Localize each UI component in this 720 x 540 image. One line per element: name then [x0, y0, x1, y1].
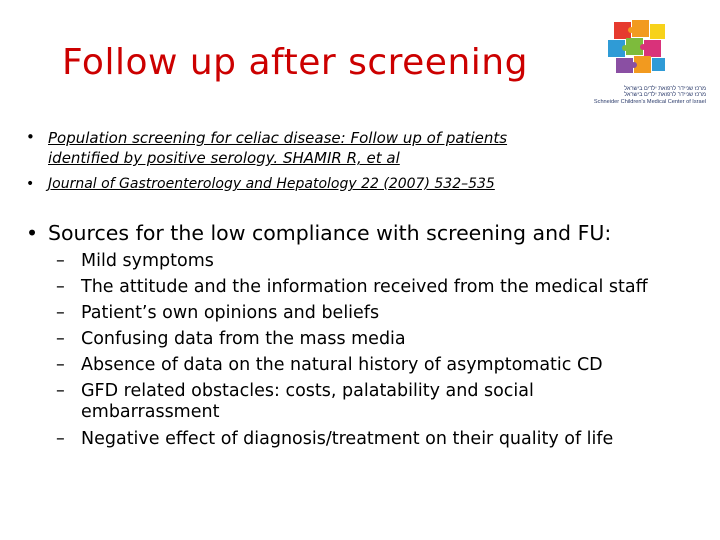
sub-bullet-text-line-2: embarrassment	[81, 402, 220, 422]
logo-hebrew-line-2: מרכז שניידר לרפואת ילדים בישראל	[624, 92, 706, 99]
bullet-marker: •	[26, 176, 35, 192]
sub-bullet-text: Mild symptoms	[81, 251, 214, 271]
bullet-marker: •	[26, 221, 39, 245]
sub-bullet-text	[81, 381, 534, 423]
dash-marker: –	[56, 355, 65, 375]
dash-marker: –	[56, 251, 65, 271]
dash-marker: –	[56, 303, 65, 323]
dash-marker: –	[56, 329, 65, 349]
dash-marker: –	[56, 277, 65, 297]
bullet-marker: •	[26, 128, 35, 146]
reference-link-line-1[interactable]: Population screening for celiac disease: Follow up of patients	[48, 129, 508, 147]
logo-caption	[556, 86, 706, 105]
slide-title: Follow up after screening	[62, 42, 528, 83]
sub-bullet-text: Absence of data on the natural history of asymptomatic CD	[81, 355, 603, 375]
hospital-logo	[556, 16, 706, 108]
sub-bullet-text: Negative effect of diagnosis/treatment on their quality of life	[81, 429, 614, 449]
main-bullet-text: Sources for the low compliance with screening and FU:	[48, 221, 612, 245]
sub-bullet-text: Confusing data from the mass media	[81, 329, 406, 349]
reference-text	[48, 128, 507, 168]
reference-link-line-2[interactable]: identified by positive serology. SHAMIR R, et al	[48, 149, 400, 167]
logo-english-name: Schneider Children's Medical Center of Israel	[593, 98, 706, 105]
dash-marker: –	[56, 429, 65, 449]
logo-hebrew-line-1: מרכז שניידר לרפואת ילדים בישראל	[624, 86, 706, 92]
puzzle-logo-icon	[580, 16, 686, 84]
dash-marker: –	[56, 381, 65, 401]
sub-bullet-text: The attitude and the information received from the medical staff	[81, 277, 648, 297]
journal-citation-link[interactable]: Journal of Gastroenterology and Hepatology 22 (2007) 532–535	[48, 176, 495, 192]
sub-bullet-text: Patient’s own opinions and beliefs	[81, 303, 380, 323]
sub-bullet-text-line-1: GFD related obstacles: costs, palatability and social	[81, 381, 534, 401]
